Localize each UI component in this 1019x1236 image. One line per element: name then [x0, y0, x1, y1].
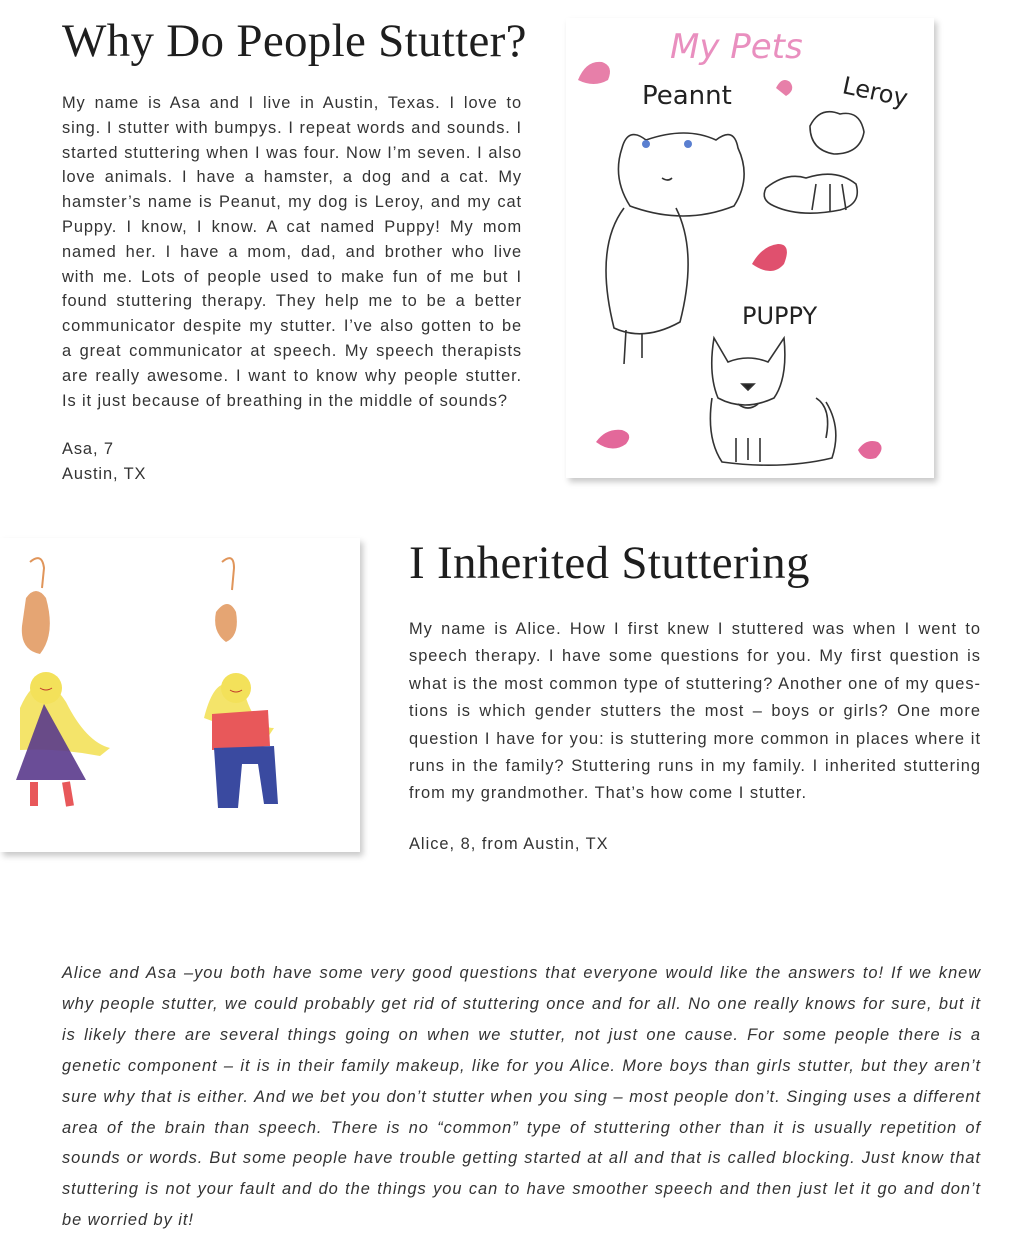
family-drawing [0, 538, 360, 852]
heart-doodle [776, 80, 792, 96]
heart-doodle [578, 62, 610, 84]
letter1-body: My name is Asa and I live in Austin, Texas. I love to sing. I stutter with bumpys. I repeat words and sounds. I started stuttering when I was four. Now I’m seven. I also love animals. I have a hamster, a dog and a cat. My hamster’s name is Peanut, my dog is Leroy, and my cat Puppy. I know, I know. A cat named Puppy! My mom named her. I have a mom, dad, and brother who live with me. Lots of people used to make fun of me but I found stuttering therapy. They help me to be a better communicator despite my stutter. I’ve also gotten to be a great communicator at speech. My speech therapists are really awesome. I want to know why people stutter. Is it just because of breathing in the middle of sounds? [62, 94, 522, 410]
letter1-signature-name: Asa, 7 [62, 440, 114, 458]
girl-figure-left [16, 558, 110, 806]
pets-label-dog: Leroy [840, 71, 911, 113]
letter2-body: My name is Alice. How I first knew I stuttered was when I went to speech therapy. I have some questions for you. My first question is what is the most common type of stuttering? Another one of my ques-tions is which gender stutters the most – boys or girls? One more question I have for you: is stuttering more common in places where it runs in the family? Stuttering runs in my family. I inherited stuttering from my grandmother. That’s how come I stutter. [409, 620, 981, 803]
heart-doodle [858, 441, 882, 459]
response-text: Alice and Asa –you both have some very good questions that everyone would like the answers to! If we knew why people stutter, we could probably get rid of stuttering once and for all. No one really knows for sure, but it is likely there are several things going on when we stutter, not just one cause. For some people there is a genetic component – it is in their family makeup, like for you Alice. More boys than girls stutter, but they aren’t sure why that is either. And we bet you don’t stutter when you sing – most people don’t. Singing uses a different area of the brain than speech. There is no “common” type of stuttering other than it is usually repetition of sounds or words. But some people have trouble getting started at all and that is called blocking. Just know that stuttering is not your fault and do the things you can to have smoother speech and then just let it go and don’t be worried by it! [62, 964, 981, 1230]
cat-sketch [710, 338, 835, 465]
letter1-title: Why Do People Stutter? [62, 15, 527, 67]
dog-sketch [764, 112, 864, 213]
heart-doodle [596, 430, 629, 449]
letter1-signature-place: Austin, TX [62, 464, 147, 483]
letter2-title: I Inherited Stuttering [409, 537, 810, 589]
pets-drawing [566, 18, 934, 478]
heart-doodle [752, 244, 787, 271]
hamster-sketch [606, 133, 744, 364]
letter1-signature [62, 437, 146, 487]
letter2-signature: Alice, 8, from Austin, TX [409, 835, 609, 853]
pets-drawing-heading: My Pets [670, 27, 803, 67]
pets-label-hamster: Peannt [642, 81, 732, 111]
pets-label-cat: PUPPY [742, 302, 818, 330]
girl-figure-right [204, 558, 278, 808]
